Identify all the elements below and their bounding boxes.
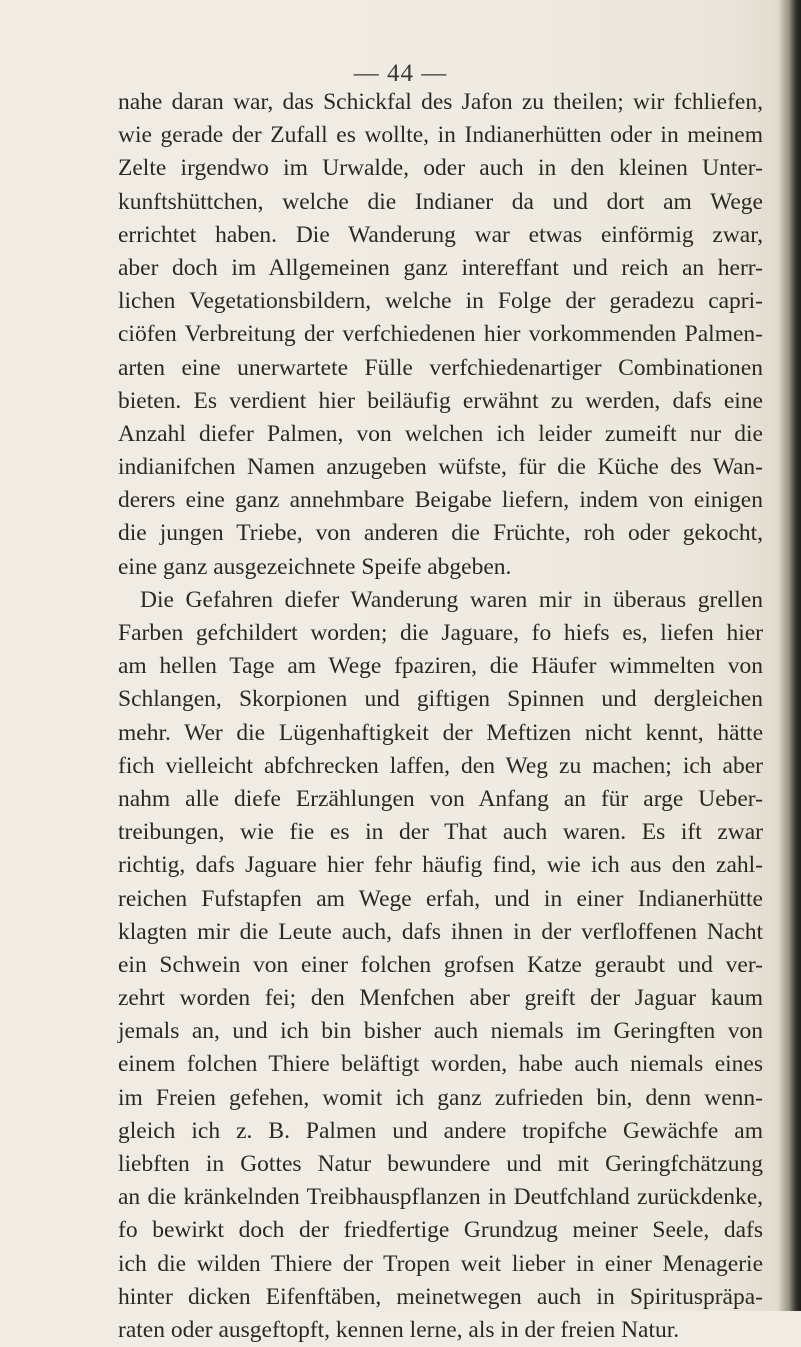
body-text: [118, 86, 763, 1347]
text-line: nahm alle diefe Erzählungen von Anfang an für arge Ueber-: [118, 785, 763, 812]
text-line: reichen Fufstapfen am Wege erfah, und in einer Indianerhütte: [118, 885, 763, 912]
text-line: ciöfen Verbreitung der verfchiedenen hier vorkommenden Palmen-: [118, 321, 763, 348]
text-line: wie gerade der Zufall es wollte, in Indianerhütten oder in meinem: [118, 122, 763, 149]
text-line: richtig, dafs Jaguare hier fehr häufig find, wie ich aus den zahl-: [118, 852, 763, 879]
paragraph-start-line: Die Gefahren diefer Wanderung waren mir in überaus grellen: [140, 586, 763, 613]
text-line: jemals an, und ich bin bisher auch niemals im Geringften von: [118, 1018, 763, 1045]
text-line: errichtet haben. Die Wanderung war etwas einförmig zwar,: [118, 221, 763, 248]
text-line: liebften in Gottes Natur bewundere und mit Geringfchätzung: [118, 1151, 763, 1177]
text-line: Farben gefchildert worden; die Jaguare, fo hiefs es, liefen hier: [118, 620, 763, 646]
text-line: die jungen Triebe, von anderen die Früchte, roh oder gekocht,: [118, 520, 763, 547]
text-line: an die kränkelnden Treibhauspflanzen in Deutfchland zurückdenke,: [118, 1184, 763, 1211]
text-line: arten eine unerwartete Fülle verfchiedenartiger Combinationen: [118, 354, 763, 381]
text-line: am hellen Tage am Wege fpaziren, die Häufer wimmelten von: [118, 653, 763, 680]
text-line: fich vielleicht abfchrecken laffen, den Weg zu machen; ich aber: [118, 752, 763, 779]
paragraph-end-line: eine ganz ausgezeichnete Speife abgeben.: [118, 553, 512, 580]
text-line: einem folchen Thiere beläftigt worden, habe auch niemals eines: [118, 1051, 763, 1078]
text-line: Zelte irgendwo im Urwalde, oder auch in den kleinen Unter-: [118, 155, 763, 182]
text-line: Schlangen, Skorpionen und giftigen Spinnen und dergleichen: [118, 686, 763, 713]
text-line: bieten. Es verdient hier beiläufig erwähnt zu werden, dafs eine: [118, 387, 763, 414]
text-line: indianifchen Namen anzugeben wüfste, für die Küche des Wan-: [118, 454, 763, 481]
text-line: aber doch im Allgemeinen ganz intereffant und reich an herr-: [118, 254, 763, 281]
text-line: im Freien gefehen, womit ich ganz zufrieden bin, denn wenn-: [118, 1084, 763, 1111]
text-line: fo bewirkt doch der friedfertige Grundzug meiner Seele, dafs: [118, 1217, 763, 1244]
text-line: hinter dicken Eifenftäben, meinetwegen auch in Spirituspräpa-: [118, 1283, 763, 1310]
paragraph-end-line: raten oder ausgeftopft, kennen lerne, als in der freien Natur.: [118, 1316, 680, 1343]
text-line: Anzahl diefer Palmen, von welchen ich leider zumeift nur die: [118, 420, 763, 447]
text-line: lichen Vegetationsbildern, welche in Folge der geradezu capri-: [118, 288, 763, 315]
text-line: gleich ich z. B. Palmen und andere tropifche Gewächfe am: [118, 1117, 763, 1144]
text-line: zehrt worden fei; den Menfchen aber greift der Jaguar kaum: [118, 985, 763, 1012]
text-line: ich die wilden Thiere der Tropen weit lieber in einer Menagerie: [118, 1250, 763, 1277]
page-number: — 44 —: [353, 60, 448, 87]
text-line: treibungen, wie fie es in der That auch waren. Es ift zwar: [118, 819, 763, 846]
text-line: kunftshüttchen, welche die Indianer da und dort am Wege: [118, 188, 763, 215]
text-line: mehr. Wer die Lügenhaftigkeit der Meftizen nicht kennt, hätte: [118, 719, 763, 746]
text-line: klagten mir die Leute auch, dafs ihnen in der verfloffenen Nacht: [118, 918, 763, 945]
page-edge-shadow: [779, 0, 801, 1311]
text-line: ein Schwein von einer folchen grofsen Katze geraubt und ver-: [118, 951, 763, 978]
text-line: nahe daran war, das Schickfal des Jafon zu theilen; wir fchliefen,: [118, 89, 763, 115]
text-line: derers eine ganz annehmbare Beigabe liefern, indem von einigen: [118, 487, 763, 514]
